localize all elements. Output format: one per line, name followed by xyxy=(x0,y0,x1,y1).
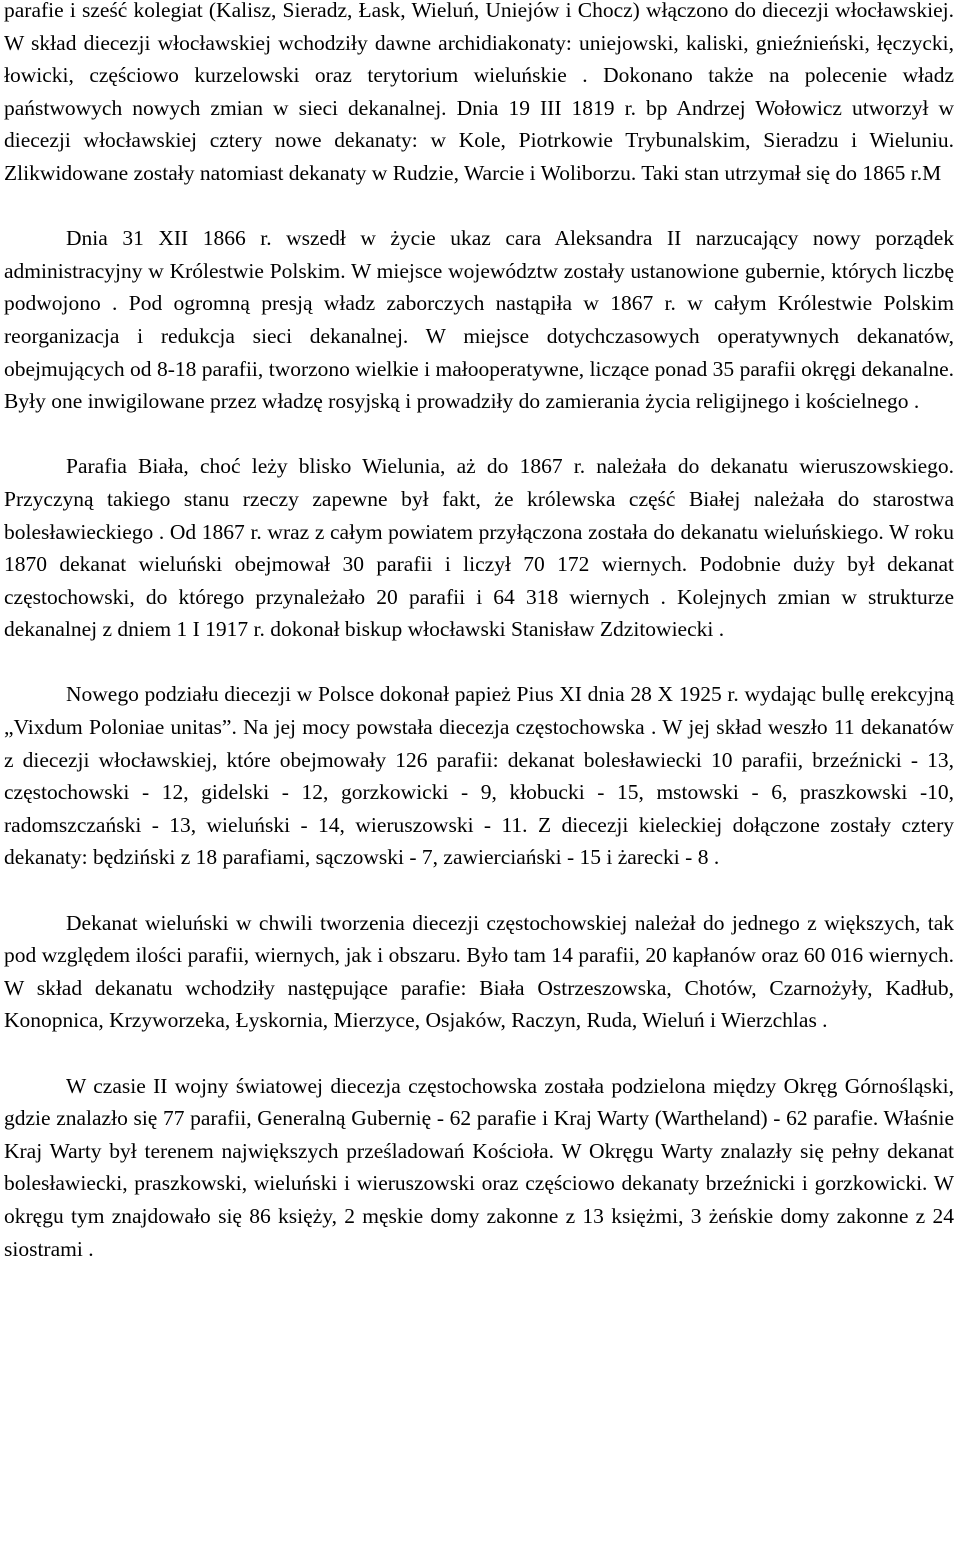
paragraph-gap xyxy=(4,190,954,223)
paragraph-gap xyxy=(4,418,954,451)
paragraph-gap xyxy=(4,1037,954,1070)
paragraph-podzial-1925: Nowego podziału diecezji w Polsce dokonał papież Pius XI dnia 28 X 1925 r. wydając bullę erekcyjną „Vixdum Poloniae unitas”. Na jej mocy powstała diecezja częstochowska . W jej skład weszło 11 dekanatów z diecezji włocławskiej, które obejmowały 126 parafii: dekanat bolesławiecki 10 parafii, brzeźnicki - 13, częstochowski - 12, gidelski - 12, gorzkowicki - 9, kłobucki - 15, mstowski - 6, praszkowski -10, radomszczański - 13, wieluński - 14, wieruszowski - 11. Z diecezji kieleckiej dołączone zostały cztery dekanaty: będziński z 18 parafiami, sączowski - 7, zawierciański - 15 i żarecki - 8 . xyxy=(4,682,954,870)
paragraph-ii-wojna: W czasie II wojny światowej diecezja częstochowska została podzielona między Okręg Górnośląski, gdzie znalazło się 77 parafii, Generalną Gubernię - 62 parafie i Kraj Warty (Wartheland) - 62 parafie. Właśnie Kraj Warty był terenem największych prześladowań Kościoła. W Okręgu Warty znalazły się pełny dekanat bolesławiecki, praszkowski, wieluński i wieruszowski oraz częściowo dekanaty brzeźnicki i gorzkowicki. W okręgu tym znajdowało się 86 księży, 2 męskie domy zakonne z 13 księżmi, 3 żeńskie domy zakonne z 24 siostrami . xyxy=(4,1073,954,1261)
paragraph-gap xyxy=(4,646,954,679)
paragraph-dekanaty-1819: parafie i sześć kolegiat (Kalisz, Sieradz, Łask, Wieluń, Uniejów i Chocz) włączono do diecezji włocławskiej. W skład diecezji włocławskiej wchodziły dawne archidiakonaty: uniejowski, kaliski, gnieźnieński, łęczycki, łowicki, częściowo kurzelowski oraz terytorium wieluńskie . Dokonano także na polecenie władz państwowych nowych zmian w sieci dekanalnej. Dnia 19 III 1819 r. bp Andrzej Wołowicz utworzył w diecezji włocławskiej cztery nowe dekanaty: w Kole, Piotrkowie Trybunalskim, Sieradzu i Wieluniu. Zlikwidowane zostały natomiast dekanaty w Rudzie, Warcie i Woliborzu. Taki stan utrzymał się do 1865 r.M xyxy=(4,0,954,185)
document-page xyxy=(4,0,954,1265)
paragraph-dekanat-wielunski: Dekanat wieluński w chwili tworzenia diecezji częstochowskiej należał do jednego z większych, tak pod względem ilości parafii, wiernych, jak i obszaru. Było tam 14 parafii, 20 kapłanów oraz 60 016 wiernych. W skład dekanatu wchodziły następujące parafie: Biała Ostrzeszowska, Chotów, Czarnożyły, Kadłub, Konopnica, Krzyworzeka, Łyskornia, Mierzyce, Osjaków, Raczyn, Ruda, Wieluń i Wierzchlas . xyxy=(4,910,954,1033)
paragraph-parafia-biala: Parafia Biała, choć leży blisko Wielunia, aż do 1867 r. należała do dekanatu wieruszowskiego. Przyczyną takiego stanu rzeczy zapewne był fakt, że królewska część Białej należała do starostwa bolesławieckiego . Od 1867 r. wraz z całym powiatem przyłączona została do dekanatu wieluńskiego. W roku 1870 dekanat wieluński obejmował 30 parafii i liczył 70 172 wiernych. Podobnie duży był dekanat częstochowski, do którego przynależało 20 parafii i 64 318 wiernych . Kolejnych zmian w strukturze dekanalnej z dniem 1 I 1917 r. dokonał biskup włocławski Stanisław Zdzitowiecki . xyxy=(4,454,954,642)
paragraph-ukaz-1866: Dnia 31 XII 1866 r. wszedł w życie ukaz cara Aleksandra II narzucający nowy porządek administracyjny w Królestwie Polskim. W miejsce województw zostały ustanowione gubernie, których liczbę podwojono . Pod ogromną presją władz zaborczych nastąpiła w 1867 r. w całym Królestwie Polskim reorganizacja i redukcja sieci dekanalnej. W miejsce dotychczasowych operatywnych dekanatów, obejmujących od 8-18 parafii, tworzono wielkie i małooperatywne, liczące ponad 35 parafii okręgi dekanalne. Były one inwigilowane przez władzę rosyjską i prowadziły do zamierania życia religijnego i kościelnego . xyxy=(4,226,954,414)
paragraph-gap xyxy=(4,874,954,907)
